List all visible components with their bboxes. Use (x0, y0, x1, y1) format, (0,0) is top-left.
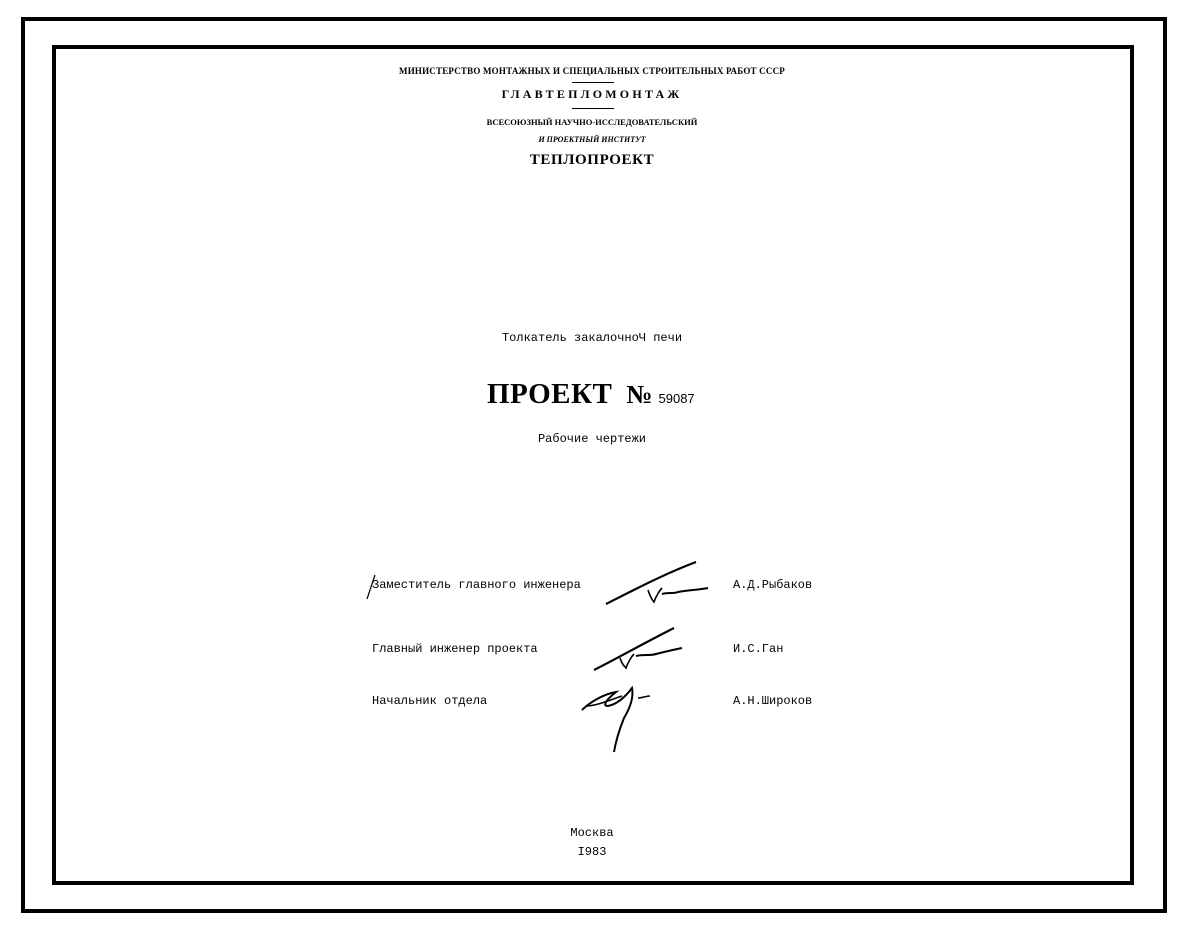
signatory-row (0, 578, 1184, 618)
signatory-name: А.Н.Широков (733, 694, 813, 708)
project-title (487, 378, 695, 411)
header-divider (572, 82, 614, 83)
project-label: ПРОЕКТ (487, 378, 613, 410)
signatory-title: Заместитель главного инженера (372, 578, 581, 592)
number-sign: № (626, 380, 653, 409)
header-divider (572, 108, 614, 109)
signatory-row (0, 694, 1184, 734)
signature-image (576, 676, 676, 756)
signature-image (590, 626, 690, 674)
signatory-title: Начальник отдела (372, 694, 488, 708)
organization-name: ТЕПЛОПРОЕКТ (529, 152, 655, 168)
city: Москва (570, 826, 614, 840)
signatory-title: Главный инженер проекта (372, 642, 538, 656)
project-subject: Толкатель закалочноЧ печи (501, 331, 683, 345)
signatory-name: А.Д.Рыбаков (733, 578, 813, 592)
ministry-heading: МИНИСТЕРСТВО МОНТАЖНЫХ И СПЕЦИАЛЬНЫХ СТРОИТЕЛЬНЫХ РАБОТ СССР (399, 66, 785, 76)
year: I983 (577, 845, 607, 859)
project-number: 59087 (658, 391, 695, 406)
document-type: Рабочие чертежи (537, 432, 647, 446)
institute-heading-line-1: ВСЕСОЮЗНЫЙ НАУЧНО-ИССЛЕДОВАТЕЛЬСКИЙ (486, 117, 698, 127)
glavk-heading: ГЛАВТЕПЛОМОНТАЖ (501, 87, 683, 101)
signatory-name: И.С.Ган (733, 642, 784, 656)
signature-image (604, 560, 714, 610)
institute-heading-line-2: И ПРОЕКТНЫЙ ИНСТИТУТ (538, 135, 646, 144)
inner-frame (52, 45, 1134, 885)
